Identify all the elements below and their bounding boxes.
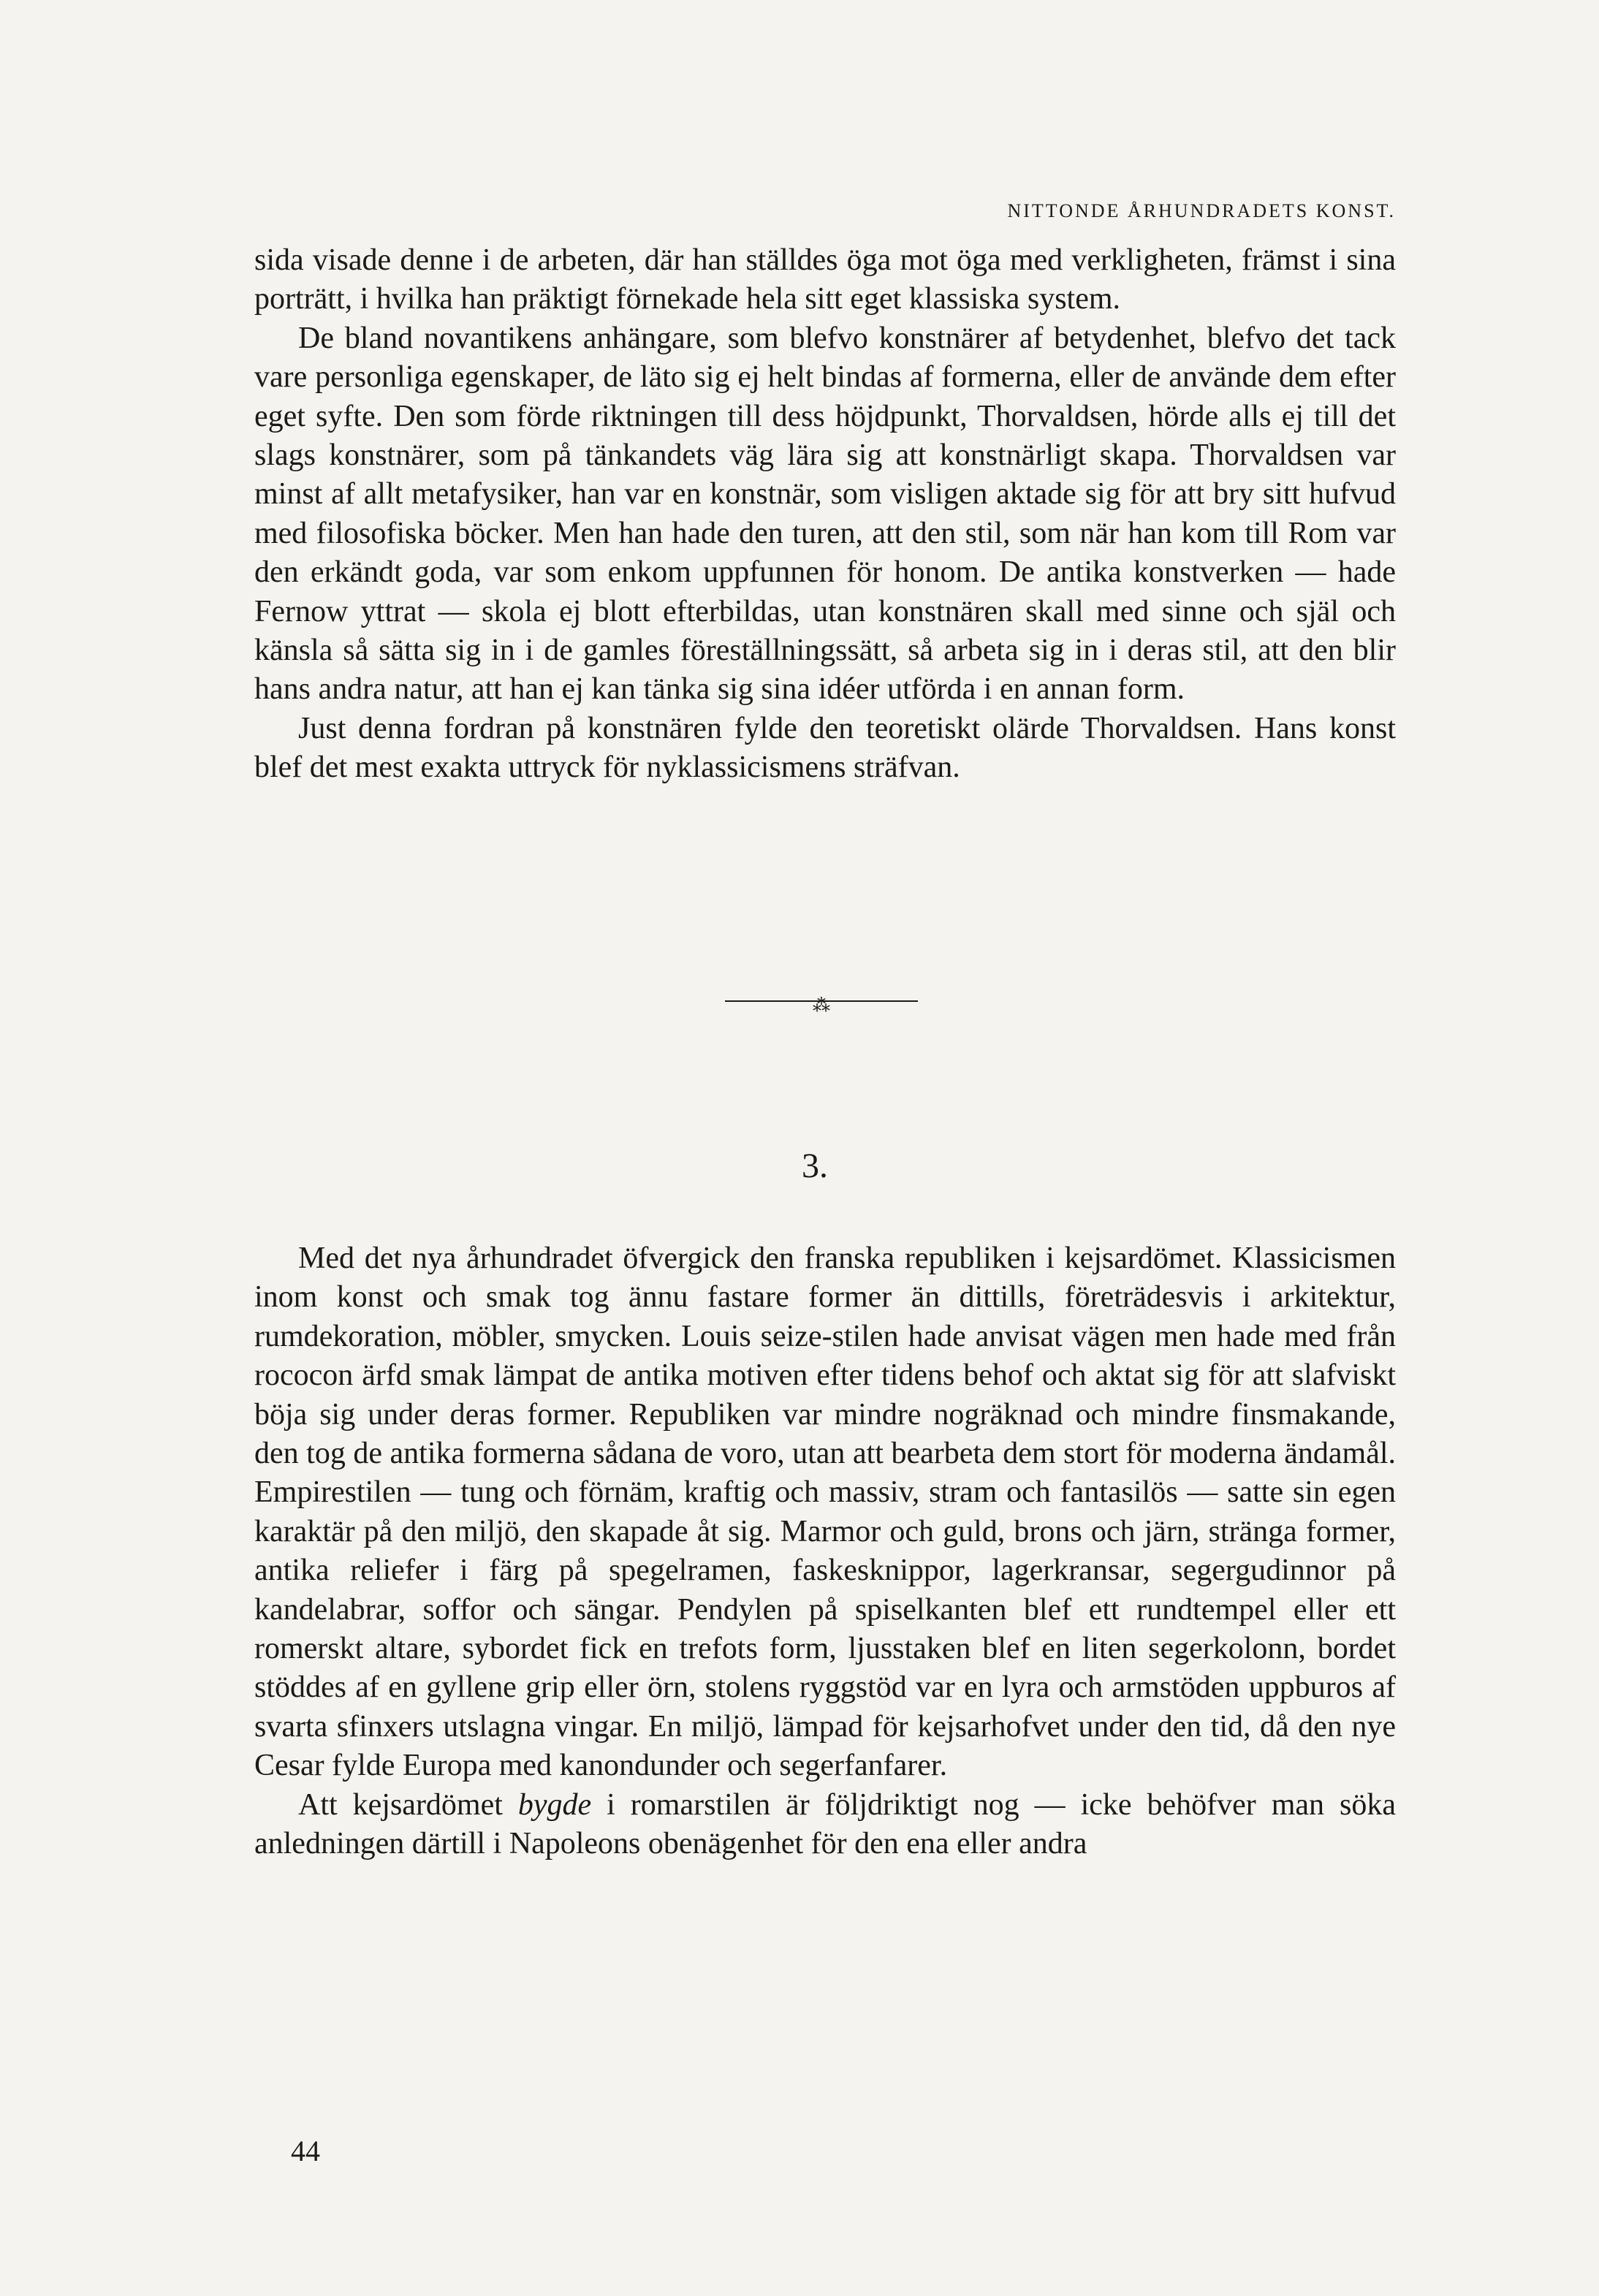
paragraph: Med det nya århundradet öfvergick den franska republiken i kejsardömet. Klassicismen inom konst och smak tog ännu fastare former än dittills, företrädesvis i arkitektur, rumdekoration, möbler, smycken. Louis seize-stilen hade anvisat vägen men hade med från rococon ärfd smak lämpat de antika motiven efter tidens behof och aktat sig för att slafviskt böja sig under deras former. Republiken var mindre nogräknad och mindre finsmakande, den tog de antika formerna sådana de voro, utan att bearbeta dem stort för moderna ändamål. Empirestilen — tung och förnäm, kraftig och massiv, stram och fantasilös — satte sin egen karaktär på den miljö, den skapade åt sig. Marmor och guld, brons och järn, stränga former, antika reliefer i färg på spegelramen, faskesknippor, lagerkransar, segergudinnor på kandelabrar, soffor och sängar. Pendylen på spiselkanten blef ett rundtempel eller ett romerskt altare, sybordet fick en trefots form, ljusstaken blef en liten segerkolonn, bordet stöddes af en gyllene grip eller örn, stolens ryggstöd var en lyra och armstöden uppburos af svarta sfinxers utslagna vingar. En miljö, lämpad för kejsarhofvet under den tid, då den nye Cesar fylde Europa med kanondunder och segerfanfarer. (254, 1242, 1396, 1783)
running-head: NITTONDE ÅRHUNDRADETS KONST. (1007, 200, 1396, 221)
paragraph: De bland novantikens anhängare, som blefvo konstnärer af betydenhet, blefvo det tack vare personliga egenskaper, de läto sig ej helt bindas af formerna, eller de använde dem efter eget syfte. Den som förde riktningen till dess höjdpunkt, Thorvaldsen, hörde alls ej till det slags konstnärer, som på tänkandets väg lära sig att konstnärligt skapa. Thorvaldsen var minst af allt metafysiker, han var en konstnär, som visligen aktade sig för att bry sitt hufvud med filosofiska böcker. Men han hade den turen, att den stil, som när han kom till Rom var den erkändt goda, var som enkom uppfunnen för honom. De antika konstverken — hade Fernow yttrat — skola ej blott efterbildas, utan konstnären skall med sinne och själ och känsla så sätta sig in i de gamles föreställningssätt, så arbeta sig in i deras stil, att den blir hans andra natur, att han ej kan tänka sig sina idéer utförda i en annan form. (254, 321, 1396, 707)
paragraph: Just denna fordran på konstnären fylde den teoretiskt olärde Thorvaldsen. Hans konst blef det mest exakta uttryck för nyklassicismens sträfvan. (254, 711, 1396, 785)
paragraph: sida visade denne i de arbeten, där han ställdes öga mot öga med verkligheten, främst i sina porträtt, i hvilka han präktigt förnekade hela sitt eget klassiska system. (254, 243, 1396, 316)
text-block-top (254, 241, 1396, 788)
italic-word: bygde (517, 1787, 592, 1822)
text-span: i romarstilen är följdriktigt nog — icke behöfver man söka anledningen därtill i Napoleons obenägenhet för den ena eller andra (254, 1787, 1396, 1861)
section-number: 3. (802, 1147, 828, 1185)
page-number: 44 (291, 2135, 320, 2167)
paragraph (254, 1786, 1396, 1864)
text-span: Att kejsardömet (298, 1787, 518, 1822)
fleuron-icon: ⁂ (813, 997, 830, 1016)
text-block-bottom (254, 1239, 1396, 1864)
section-divider (725, 989, 918, 1025)
